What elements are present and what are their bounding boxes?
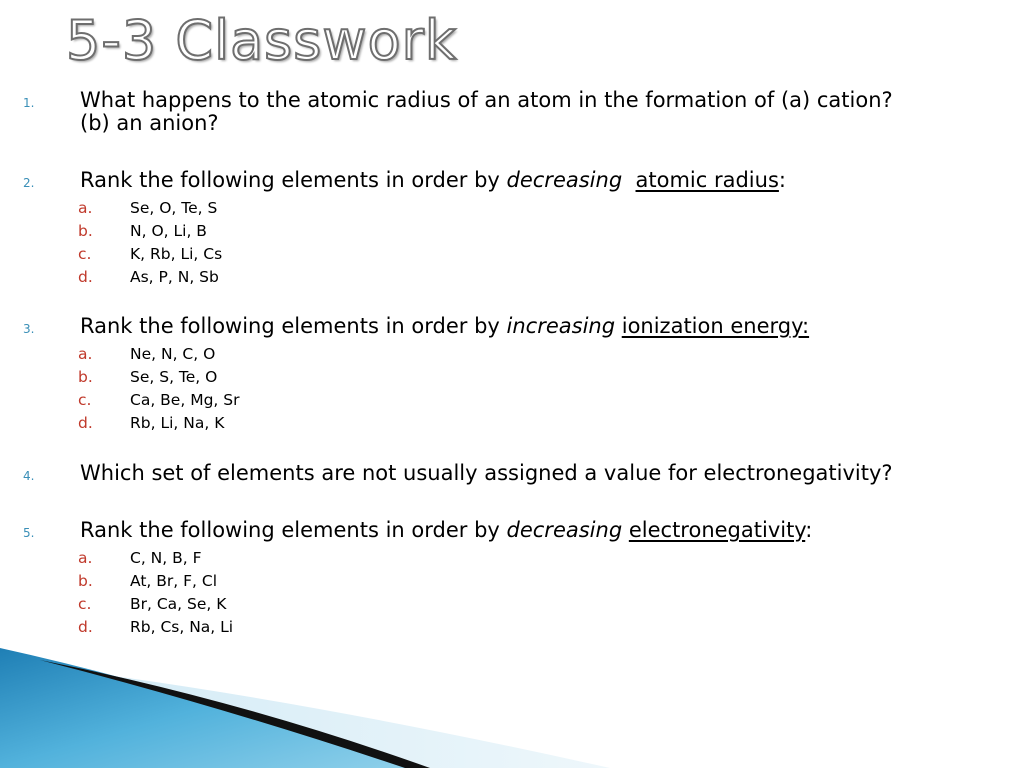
question-key-term: ionization energy:	[621, 314, 810, 338]
question-text: Which set of elements are not usually assigned a value for electronegativity?	[80, 461, 893, 485]
item-text: Br, Ca, Se, K	[130, 595, 227, 613]
slide-title: 5-3 Classwork	[66, 9, 458, 72]
question-text: Rank the following elements in order by	[80, 518, 507, 542]
question-text: What happens to the atomic radius of an atom in the formation of (a) cation?	[80, 88, 893, 112]
item-letter: a.	[78, 345, 93, 363]
item-letter: b.	[78, 222, 93, 240]
item-text: Se, O, Te, S	[130, 199, 218, 217]
item-letter: b.	[78, 368, 93, 386]
item-text: Se, S, Te, O	[130, 368, 218, 386]
item-text: Ne, N, C, O	[130, 345, 216, 363]
item-letter: d.	[78, 414, 93, 432]
item-text: Rb, Cs, Na, Li	[130, 618, 234, 636]
item-text: Ca, Be, Mg, Sr	[130, 391, 240, 409]
question-key-term: atomic radius	[635, 168, 779, 192]
item-text: C, N, B, F	[130, 549, 202, 567]
item-text: N, O, Li, B	[130, 222, 207, 240]
question-emphasis: increasing	[506, 314, 616, 338]
question-number: 5.	[23, 526, 35, 540]
question-number: 4.	[23, 469, 35, 483]
item-letter: c.	[78, 245, 92, 263]
question-text: Rank the following elements in order by	[80, 314, 507, 338]
item-letter: d.	[78, 268, 93, 286]
question-key-term: electronegativity	[628, 518, 806, 542]
swoosh-blue-band	[0, 648, 410, 768]
item-letter: c.	[78, 595, 92, 613]
item-letter: a.	[78, 199, 93, 217]
item-letter: a.	[78, 549, 93, 567]
question-number: 3.	[23, 322, 35, 336]
item-letter: c.	[78, 391, 92, 409]
question-number: 1.	[23, 96, 35, 110]
question-emphasis: decreasing	[506, 168, 623, 192]
item-letter: b.	[78, 572, 93, 590]
item-text: As, P, N, Sb	[130, 268, 219, 286]
item-text: At, Br, F, Cl	[130, 572, 218, 590]
question-emphasis: decreasing	[506, 518, 623, 542]
question-text-end: :	[778, 168, 786, 192]
question-number: 2.	[23, 176, 35, 190]
item-text: Rb, Li, Na, K	[130, 414, 225, 432]
question-text: Rank the following elements in order by	[80, 168, 507, 192]
question-text-end: :	[805, 518, 813, 542]
item-letter: d.	[78, 618, 93, 636]
question-text-continued: (b) an anion?	[80, 111, 219, 135]
item-text: K, Rb, Li, Cs	[130, 245, 223, 263]
